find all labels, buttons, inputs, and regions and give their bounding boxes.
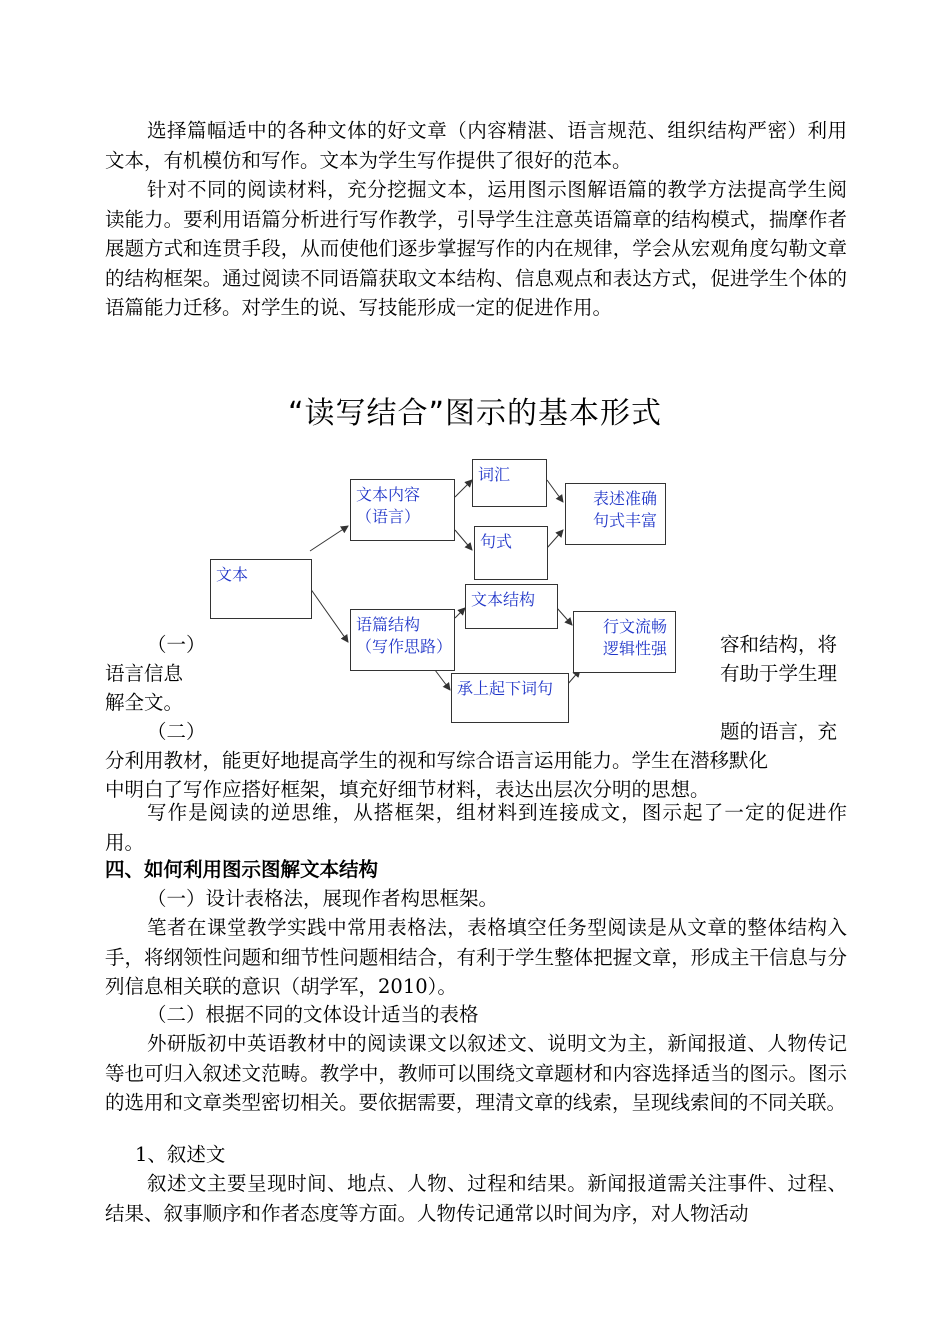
box-accurate-expression: 表述准确 句式丰富 bbox=[565, 483, 666, 545]
arrow-content-to-vocab bbox=[455, 480, 472, 497]
arrow-sentence-to-accurate bbox=[547, 530, 563, 548]
section-heading-4: 四、如何利用图示图解文本结构 bbox=[105, 858, 379, 881]
box-text: 文本 bbox=[210, 559, 312, 619]
arrow-discourse-to-structure bbox=[455, 608, 465, 618]
arrow-vocab-to-accurate bbox=[547, 480, 563, 502]
overlap-line-5: 分利用教材，能更好地提高学生的视和写综合语言运用能力。学生在潜移默化 bbox=[105, 749, 769, 772]
subsection-2: （二）根据不同的文体设计适当的表格 bbox=[147, 1003, 479, 1026]
arrow-structure-to-fluent bbox=[557, 608, 572, 625]
body-paragraph-4: 写作是阅读的逆思维，从搭框架，组材料到连接成文，图示起了一定的促进作用。 bbox=[105, 801, 847, 854]
overlap-line-2-left: 语言信息 bbox=[105, 662, 184, 685]
box-text-structure: 文本结构 bbox=[465, 584, 558, 629]
box-discourse-structure: 语篇结构 （写作思路） bbox=[350, 609, 455, 671]
body-paragraph-3: 中明白了写作应搭好框架，填充好细节材料，表达出层次分明的思想。 bbox=[105, 778, 710, 801]
body-paragraph-6: 外研版初中英语教材中的阅读课文以叙述文、说明文为主，新闻报道、人物传记等也可归入叙述文范畴。教学中，教师可以围绕文章题材和内容选择适当的图示。图示的选用和文章类型密切相关。要依据需要，理清文章的线索，呈现线索间的不同关联。 bbox=[105, 1032, 847, 1114]
box-fluent-writing: 行文流畅 逻辑性强 bbox=[573, 611, 676, 673]
overlap-line-4-right: 题的语言，充 bbox=[720, 720, 838, 743]
body-paragraph-5: 笔者在课堂教学实践中常用表格法，表格填空任务型阅读是从文章的整体结构入手，将纲领性问题和细节性问题相结合，有利于学生整体把握文章，形成主干信息与分列信息相关联的意识（胡学军，2010）。 bbox=[105, 916, 847, 998]
subsection-3: 1、叙述文 bbox=[135, 1143, 226, 1166]
box-sentence-pattern: 句式 bbox=[474, 526, 548, 580]
overlap-line-2-right: 有助于学生理 bbox=[720, 662, 838, 685]
intro-paragraph-1: 选择篇幅适中的各种文体的好文章（内容精湛、语言规范、组织结构严密）利用文本，有机模仿和写作。文本为学生写作提供了很好的范本。 bbox=[105, 119, 847, 172]
subsection-1: （一）设计表格法，展现作者构思框架。 bbox=[147, 887, 499, 910]
body-paragraph-7: 叙述文主要呈现时间、地点、人物、过程和结果。新闻报道需关注事件、过程、结果、叙事顺序和作者态度等方面。人物传记通常以时间为序，对人物活动 bbox=[105, 1172, 847, 1225]
box-text-content: 文本内容 （语言） bbox=[350, 479, 455, 541]
arrow-content-to-sentence bbox=[455, 530, 472, 550]
arrow-text-to-discourse bbox=[310, 588, 348, 642]
box-vocabulary: 词汇 bbox=[472, 459, 547, 507]
overlap-line-1-left: （一） bbox=[147, 633, 206, 656]
overlap-line-3: 解全文。 bbox=[105, 691, 184, 714]
arrow-discourse-to-transition bbox=[435, 670, 450, 690]
box-transition-words: 承上起下词句 bbox=[451, 673, 569, 723]
overlap-line-4-left: （二） bbox=[147, 720, 206, 743]
overlap-line-1-right: 容和结构，将 bbox=[720, 633, 838, 656]
intro-paragraph-2: 针对不同的阅读材料，充分挖掘文本，运用图示图解语篇的教学方法提高学生阅读能力。要利用语篇分析进行写作教学，引导学生注意英语篇章的结构模式，揣摩作者展题方式和连贯手段，从而使他们逐步掌握写作的内在规律，学会从宏观角度勾勒文章的结构框架。通过阅读不同语篇获取文本结构、信息观点和表达方式，促进学生个体的语篇能力迁移。对学生的说、写技能形成一定的促进作用。 bbox=[105, 178, 847, 319]
figure-title: “读写结合”图示的基本形式 bbox=[287, 396, 663, 431]
arrow-text-to-content bbox=[310, 526, 348, 551]
